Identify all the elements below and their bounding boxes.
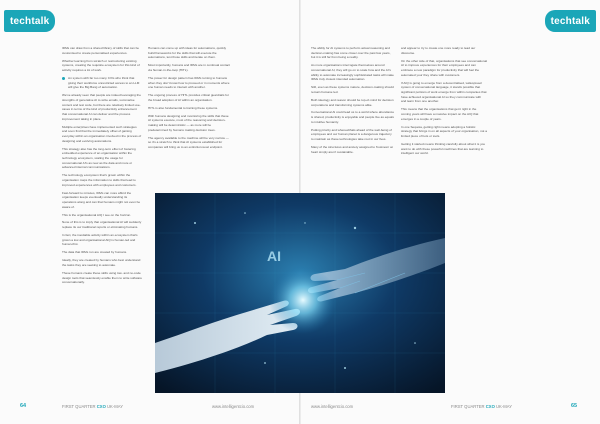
url-left: www.intelligentcio.com xyxy=(212,404,255,409)
paragraph: Whether learning from scratch or restructuring existing systems, creating the requisite ecosystem for this kind of activity requires a lot of work. xyxy=(62,58,140,72)
right-page-column-1 xyxy=(311,46,395,158)
paragraph: Most importantly, humans and IDMs are in continual contact via human-in-the-loop (HITL). xyxy=(148,63,230,72)
paragraph: Putting priority and wherewithals ahead of the well-being of employees and our human planet is a dangerous trajectory to maintain as these technologies take root in our lives. xyxy=(311,127,392,142)
paragraph: These humans create these skills using low- and no-code design tools that seamlessly enable them to write software conversationally. xyxy=(62,270,142,285)
paragraph: The agency available to the machine will be very narrow — so it's a stretch to think that AI systems established for companies will bring us to an extinction-level endpoint. xyxy=(148,135,229,150)
paragraph: IDMs can draw from a shared library of skills that can be customised to create personalised experiences. xyxy=(62,46,140,55)
paragraph: Multiple enterprises have implemented such strategies and soon find that the immediately offset of gaining everyday within an organisation involved in the process of designing and evolving automations. xyxy=(62,124,142,143)
paragraph: Getting it started means thinking carefully about what it is you want to do with these powerful machines that are learning to intelligent our world. xyxy=(401,141,486,156)
hero-illustration xyxy=(155,193,445,393)
paragraph: Still, even as these systems mature, decision-making should remain humane led. xyxy=(311,85,394,94)
paragraph: This strategy also has the long-term effect of fostering embedded experience of an organisation within the technology ecosystem, scaling the usage for conversational AI's as new as the data and more or advanced internal communications. xyxy=(62,146,136,170)
techtalk-logo-right: techtalk xyxy=(545,10,596,32)
paragraph: This is the organisational AIQ I see on the horizon. xyxy=(62,212,132,217)
paragraph: In fact, the inevitable activity within an ecosystem that's grown a low and organisational AIQ is human-led and human-first. xyxy=(62,233,138,247)
paragraph: The data that IDMs run are created by humans. xyxy=(62,250,128,255)
footer-right xyxy=(451,404,512,409)
paragraph: An system with far too many CXIs who think that giving their workforce unrestricted access to an LLM will give the Big Bang of automation. xyxy=(62,76,142,90)
paragraph: Both ideology and reason should be top-of-mind for decision corporations and transforming systems alike. xyxy=(311,97,394,107)
footer-url-left xyxy=(212,404,254,409)
paragraph: The power for design pattern has IDMs turning to humans when they don't know how to proceed or in moments where one human needs to interact with another. xyxy=(148,75,230,90)
page-number-left: 64 xyxy=(20,403,27,409)
paragraph: With humans designing and monitoring the skills that these AI systems execute, most of the reasoning and decision-making will be deterministic — as more will be predetermined by humans making decision trees. xyxy=(148,113,229,132)
paragraph: Many of the structures and anxiety assigned to 'business' at heart simply aren't sustainable. xyxy=(311,145,393,154)
left-page-column-2 xyxy=(148,46,230,153)
url-right: www.intelligentcio.com xyxy=(311,404,354,409)
paragraph: and appear to try to create one more ready to lead our discourse. xyxy=(401,46,476,55)
footer-magazine-right: CXO xyxy=(485,404,495,409)
paragraph: Humans can come up with ideas for automations, quickly build frameworks for the skills that will execute the automations, test those skills and iterate on them. xyxy=(148,46,227,60)
footer-left xyxy=(62,404,123,409)
paragraph: In one Sequoia, getting right means adopting a holistic strategy that brings in on all aspects of your organisation, not a limited piece of bots or tools. xyxy=(401,124,487,138)
paragraph: Fast-forward to minutes, IDMs can more afford the organisation keeps eventually understanding its operations along and can that humans might not even be aware of. xyxy=(62,190,141,209)
paragraph: The technology ecosystem that's grown within the organisation maps the information to skills that lead to improved experiences with employees and customers. xyxy=(62,173,137,187)
paragraph: Ideally, they are created by humans who best understand the tasks they are seeking to automate. xyxy=(62,258,141,267)
page-number-right: 65 xyxy=(571,403,578,409)
paragraph: On the other side of that, organisations that see conversational AI to improve experiences for their employees and can embrace a new paradigm for productivity that will fuel the automated your they share with customers. xyxy=(401,58,487,77)
ai-glow-text: AI xyxy=(267,248,281,264)
right-page-column-2 xyxy=(401,46,487,159)
paragraph: HITL is also fundamental to training these systems. xyxy=(148,105,219,110)
footer-quarter: FIRST QUARTER xyxy=(62,404,96,409)
footer-url-right xyxy=(311,404,353,409)
hero-image-human-robot-hands xyxy=(155,193,445,393)
techtalk-logo-left: techtalk xyxy=(4,10,55,32)
touch-glow xyxy=(269,266,337,334)
footer-edition: UK-MAY xyxy=(107,404,123,409)
footer-magazine: CXO xyxy=(96,404,106,409)
paragraph: We've already seen that people are indeed leveraging the strengths of generative AI to write emails, summarise content and test code, but there are relatively limited use-cases in terms of the kind of productivity enhancement that conversational AI can deliver and the process improvement taking in place. xyxy=(62,93,141,121)
footer-edition-right: UK-MAY xyxy=(496,404,512,409)
paragraph: As more organisations interrogate themselves around conversational AI, they will go on to scale how and the AI's ability to automate increasingly sophisticated tasks will make IDMs truly closest intended automation. xyxy=(311,63,394,82)
paragraph: If AIQ is going to emerge from a decentralised, widespread system of conversational language, it stands possible that significant portions of work emerge from within companies that have achieved organisational AI so they communicate with and learn from one another. xyxy=(401,80,487,104)
paragraph: Conversational AI could lead us to a world where abundance is shared, productivity is enjoyable and people live as equals to intuitive humanity. xyxy=(311,110,395,124)
footer-quarter-right: FIRST QUARTER xyxy=(451,404,485,409)
paragraph: The ongoing process of HITL provides critical guardrails for the broad adoption of AI within an organisation. xyxy=(148,93,229,102)
paragraph: None of this is to imply that organisational AI will suddenly replace its our traditional reports or eliminating humans. xyxy=(62,220,142,230)
paragraph: This means that the organisations that get it right in the coming years will have a massive impact on the AIQ that emerges in a couple of years. xyxy=(401,107,479,121)
paragraph: The ability for AI systems to perform actual reasoning and decision-making has come closer over the past few years, but it is still far from being a reality. xyxy=(311,46,391,60)
left-page-column-1 xyxy=(62,46,142,288)
